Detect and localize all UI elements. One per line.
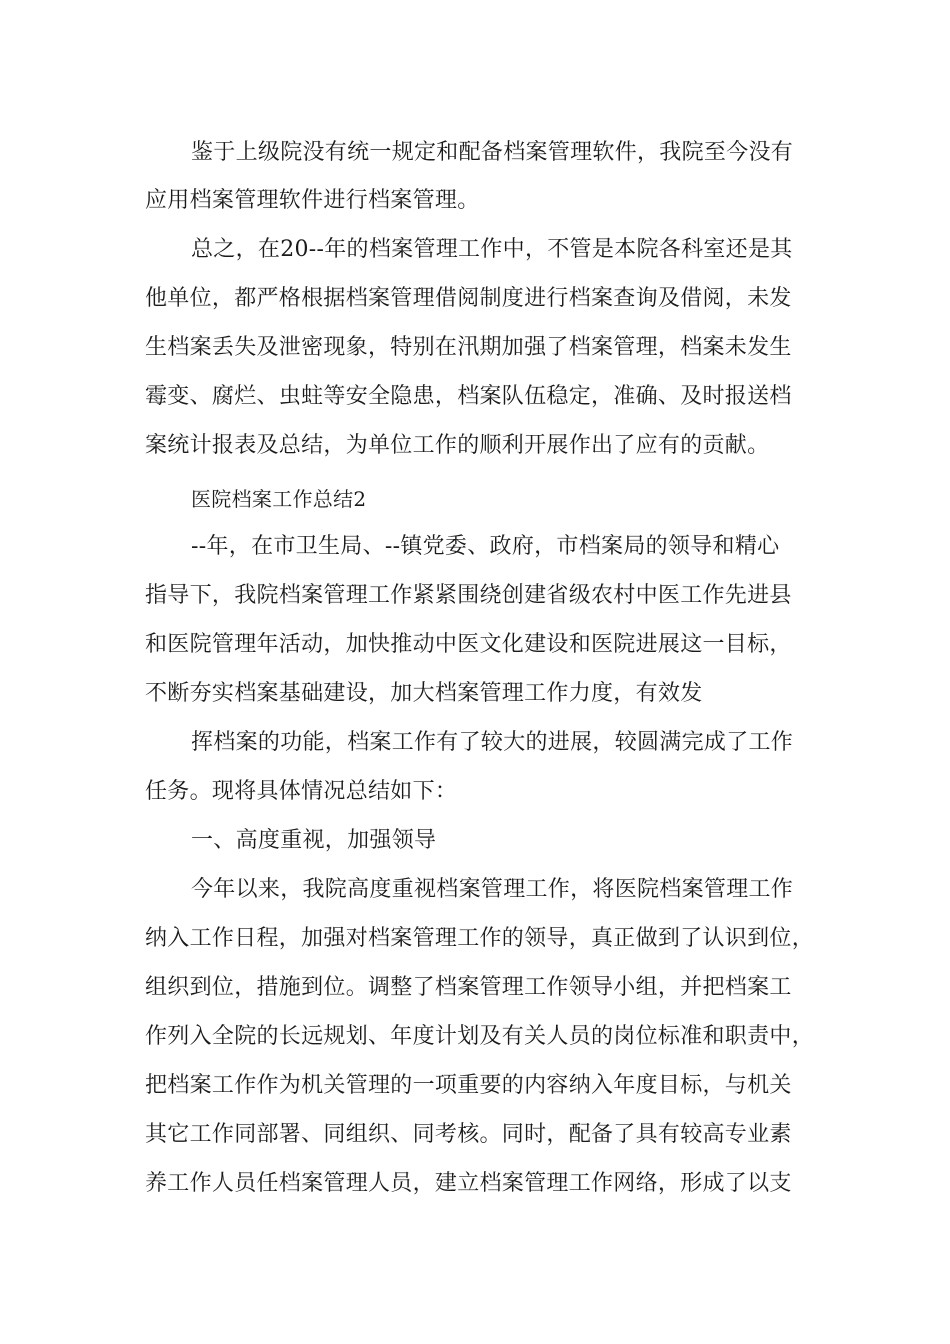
paragraph-line: 总之，在20--年的档案管理工作中，不管是本院各科室还是其	[191, 237, 793, 262]
subheading: 一、高度重视，加强领导	[191, 828, 437, 853]
paragraph-line: 指导下，我院档案管理工作紧紧围绕创建省级农村中医工作先进县	[145, 583, 792, 608]
paragraph-line: 他单位，都严格根据档案管理借阅制度进行档案查询及借阅，未发	[145, 286, 792, 311]
paragraph-line: 养工作人员任档案管理人员，建立档案管理工作网络，形成了以支	[145, 1171, 792, 1196]
paragraph-line: 组织到位，措施到位。调整了档案管理工作领导小组，并把档案工	[145, 975, 792, 1000]
paragraph-line: 生档案丢失及泄密现象，特别在汛期加强了档案管理，档案未发生	[145, 335, 792, 360]
paragraph-line: 把档案工作作为机关管理的一项重要的内容纳入年度目标，与机关	[145, 1073, 792, 1098]
section-title: 医院档案工作总结2	[191, 487, 367, 511]
paragraph-line: 鉴于上级院没有统一规定和配备档案管理软件，我院至今没有	[191, 140, 794, 165]
paragraph-line: 不断夯实档案基础建设，加大档案管理工作力度，有效发	[145, 681, 703, 706]
paragraph-line: 其它工作同部署、同组织、同考核。同时，配备了具有较高专业素	[145, 1122, 792, 1147]
paragraph-line: 作列入全院的长远规划、年度计划及有关人员的岗位标准和职责中，	[145, 1024, 815, 1049]
paragraph-line: 挥档案的功能，档案工作有了较大的进展，较圆满完成了工作	[191, 730, 794, 755]
paragraph-line: 案统计报表及总结，为单位工作的顺利开展作出了应有的贡献。	[145, 433, 770, 458]
paragraph-line: 纳入工作日程，加强对档案管理工作的领导，真正做到了认识到位，	[145, 926, 815, 951]
paragraph-line: 霉变、腐烂、虫蛀等安全隐患，档案队伍稳定，准确、及时报送档	[145, 384, 792, 409]
paragraph-line: 应用档案管理软件进行档案管理。	[145, 188, 480, 213]
paragraph-line: 今年以来，我院高度重视档案管理工作，将医院档案管理工作	[191, 877, 794, 902]
paragraph-line: 和医院管理年活动，加快推动中医文化建设和医院进展这一目标，	[145, 632, 792, 657]
paragraph-line: 任务。现将具体情况总结如下：	[145, 779, 458, 804]
paragraph-line: --年，在市卫生局、--镇党委、政府，市档案局的领导和精心	[191, 534, 780, 559]
